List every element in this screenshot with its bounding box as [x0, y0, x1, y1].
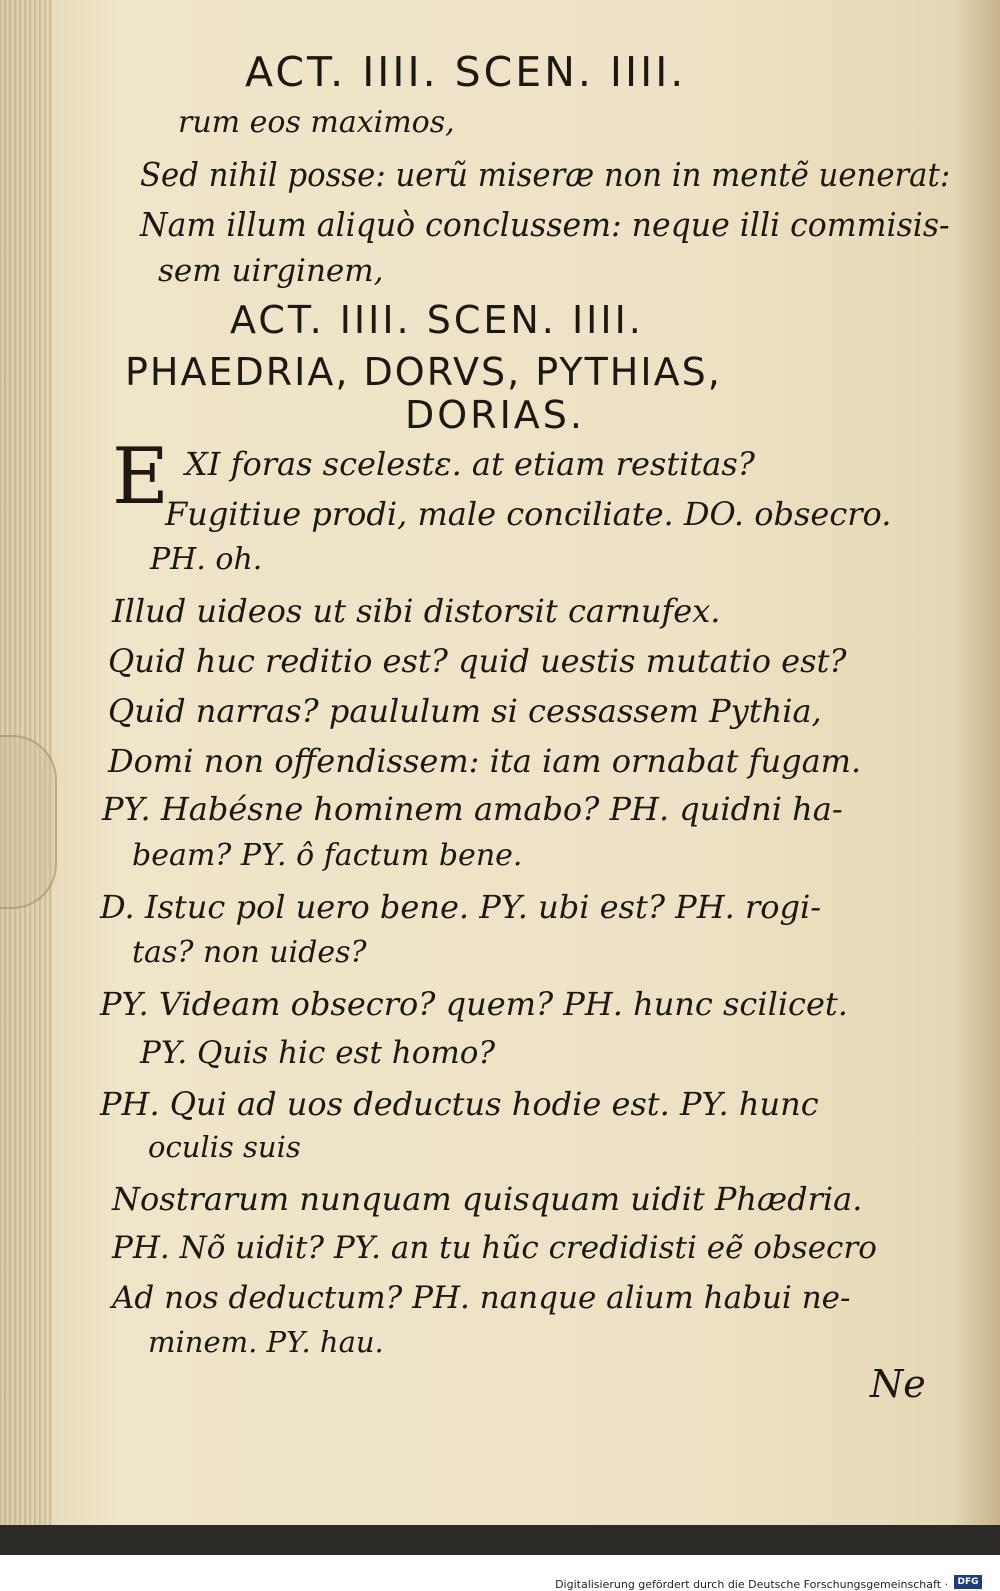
dialogue-line: beam? PY. ô factum bene. — [132, 838, 523, 873]
text-line: rum eos maximos, — [178, 105, 455, 140]
dialogue-line: PH. oh. — [150, 542, 263, 577]
dialogue-line: Ad nos deductum? PH. nanque alium habui ne- — [112, 1280, 851, 1316]
catchword: Ne — [870, 1362, 926, 1406]
dialogue-line: D. Istuc pol uero bene. PY. ubi est? PH. rogi- — [100, 888, 822, 926]
running-head: ACT. IIII. SCEN. IIII. — [245, 48, 687, 96]
text-line: sem uirginem, — [158, 253, 384, 289]
scene-heading: ACT. IIII. SCEN. IIII. — [230, 298, 644, 342]
dialogue-line: Nostrarum nunquam quisquam uidit Phædria. — [112, 1180, 863, 1218]
dialogue-line: Quid huc reditio est? quid uestis mutatio est? — [108, 642, 847, 680]
text-line: Nam illum aliquò conclussem: neque illi commisis- — [140, 205, 950, 244]
scan-bottom-edge — [0, 1525, 1000, 1555]
dialogue-line: PY. Videam obsecro? quem? PH. hunc scilicet. — [100, 985, 848, 1023]
dialogue-line: oculis suis — [148, 1130, 301, 1164]
digitization-credit: Digitalisierung gefördert durch die Deutsche Forschungsgemeinschaft · — [555, 1578, 948, 1591]
dialogue-line: PH. Qui ad uos deductus hodie est. PY. hunc — [100, 1085, 819, 1123]
dialogue-line: Fugitiue prodi, male conciliate. DO. obsecro. — [165, 495, 892, 533]
dialogue-line: Illud uideos ut sibi distorsit carnufex. — [112, 592, 721, 630]
dialogue-line: tas? non uides? — [132, 935, 367, 970]
dialogue-line: PY. Habésne hominem amabo? PH. quidni ha- — [102, 790, 843, 828]
dfg-logo: DFG — [954, 1575, 982, 1589]
dialogue-line: PH. Nõ uidit? PY. an tu hũc credidisti eẽ obsecro — [112, 1230, 877, 1266]
dialogue-line: Domi non offendissem: ita iam ornabat fugam. — [108, 742, 862, 780]
dialogue-line: PY. Quis hic est homo? — [140, 1035, 496, 1071]
text-line: Sed nihil posse: uerũ miseræ non in mentẽ uenerat: — [140, 155, 951, 194]
binding-clasp-shadow — [0, 735, 57, 909]
characters-line-2: DORIAS. — [405, 393, 585, 437]
dialogue-line: Quid narras? paululum si cessassem Pythia, — [108, 692, 822, 730]
first-dialogue-line: XI foras scelestε. at etiam restitas? — [185, 445, 755, 483]
dialogue-line: minem. PY. hau. — [148, 1325, 384, 1359]
characters-line-1: PHAEDRIA, DORVS, PYTHIAS, — [125, 350, 722, 394]
drop-cap: E — [112, 432, 169, 522]
